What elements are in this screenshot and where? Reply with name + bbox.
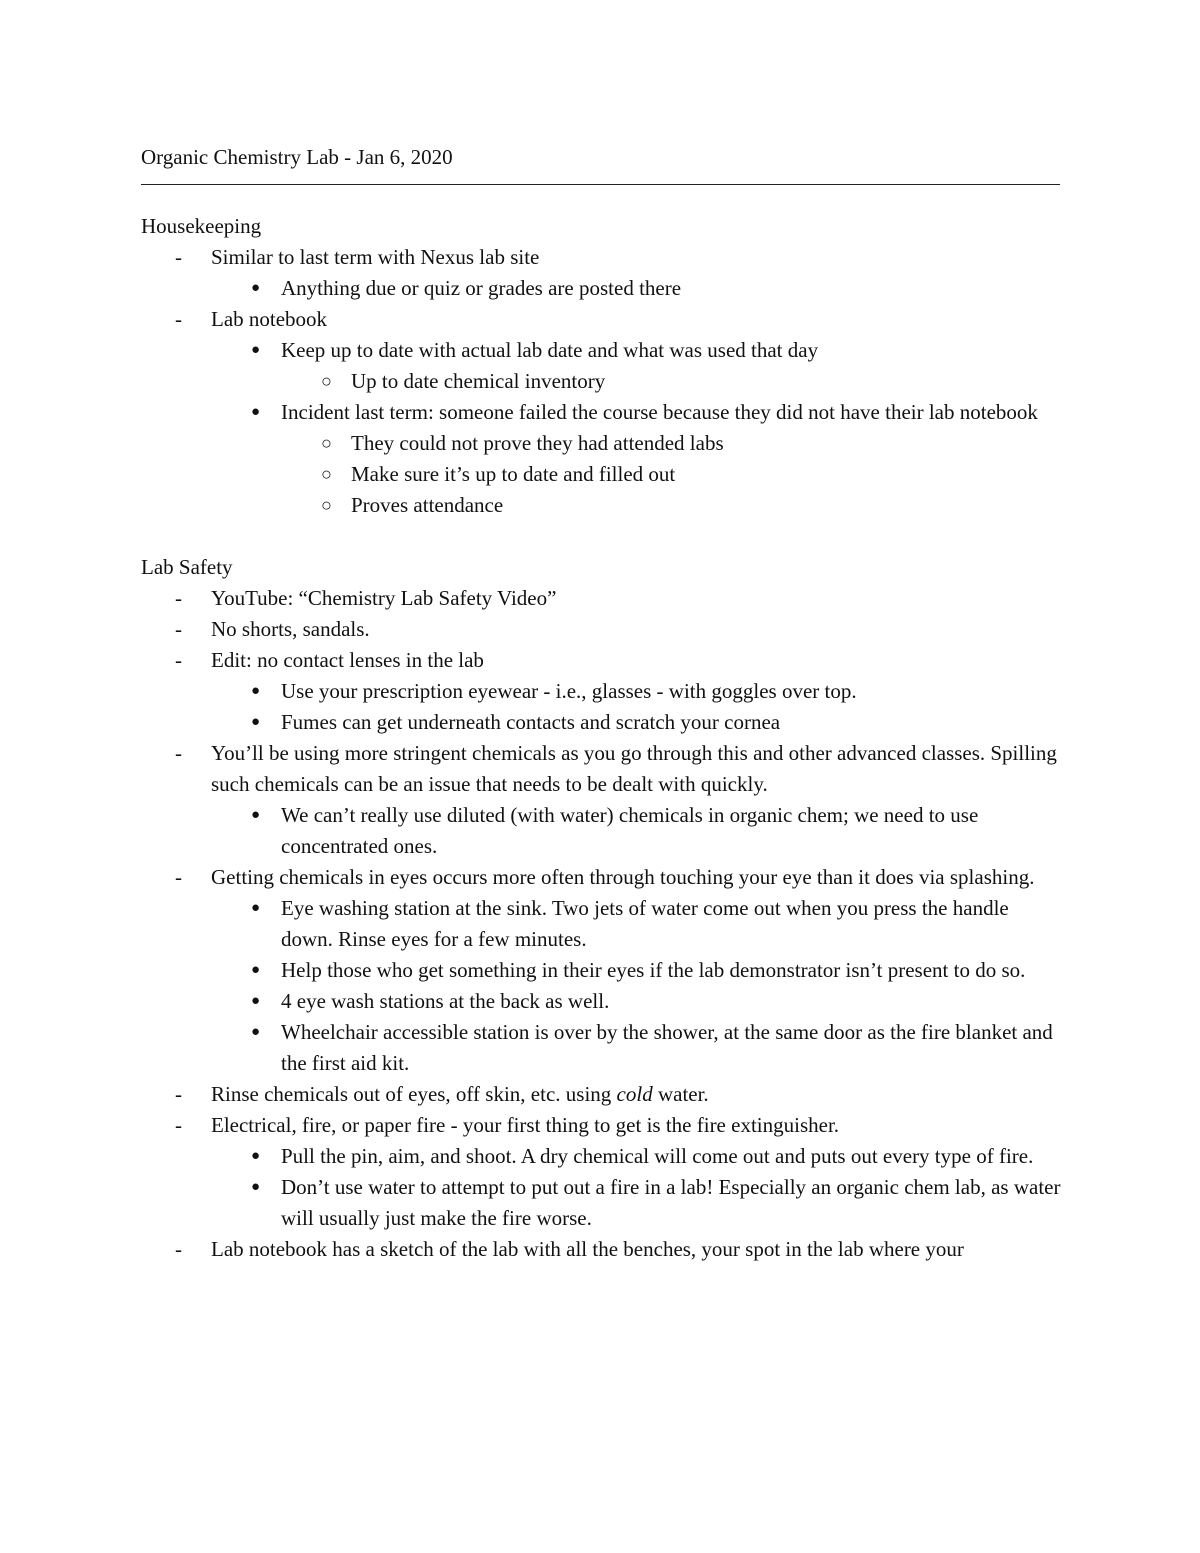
dash-marker: - <box>175 1113 182 1137</box>
list-item <box>281 366 1061 397</box>
list-item-text: Electrical, fire, or paper fire - your first thing to get is the fire extinguisher. <box>211 1113 840 1137</box>
list-item <box>141 583 1061 614</box>
dash-marker: - <box>175 1082 182 1106</box>
list-item-text: Lab notebook <box>211 307 328 331</box>
list-item <box>141 862 1061 1079</box>
dash-marker: - <box>175 1237 182 1261</box>
bullet-marker: ● <box>251 962 261 978</box>
list-item <box>211 676 1061 707</box>
bullet-list <box>141 242 1061 521</box>
list-item-text: YouTube: “Chemistry Lab Safety Video” <box>211 586 557 610</box>
bullet-marker: ● <box>251 993 261 1009</box>
list-item <box>141 1110 1061 1234</box>
dash-marker: - <box>175 617 182 641</box>
bullet-marker: ● <box>251 1024 261 1040</box>
title-divider <box>141 184 1060 185</box>
list-item-text: Help those who get something in their eyes if the lab demonstrator isn’t present to do so. <box>281 958 1026 982</box>
list-item <box>141 738 1061 862</box>
list-item <box>211 1141 1061 1172</box>
bullet-marker: ● <box>251 1179 261 1195</box>
dash-marker: - <box>175 245 182 269</box>
section-heading: Housekeeping <box>141 214 262 238</box>
list-item-text: Up to date chemical inventory <box>351 369 606 393</box>
list-item <box>211 707 1061 738</box>
list-item-text: You’ll be using more stringent chemicals as you go through this and other advanced classes. Spilling such chemicals can be an issue that needs to be dealt with quickly. <box>211 741 1057 796</box>
list-item-text: Incident last term: someone failed the course because they did not have their lab notebook <box>281 400 1038 424</box>
bullet-marker: ● <box>251 404 261 420</box>
dash-marker: - <box>175 648 182 672</box>
list-item <box>211 986 1061 1017</box>
list-item-text: Keep up to date with actual lab date and what was used that day <box>281 338 819 362</box>
bullet-marker: ● <box>251 280 261 296</box>
list-item-text-emphasis: cold <box>616 1082 653 1106</box>
list-item <box>141 614 1061 645</box>
list-item <box>141 1234 1061 1265</box>
list-item <box>211 397 1061 521</box>
list-item-text: Fumes can get underneath contacts and scratch your cornea <box>281 710 781 734</box>
section-housekeeping <box>141 211 1061 521</box>
list-item <box>141 1079 1061 1110</box>
list-item <box>211 893 1061 955</box>
circle-marker: ○ <box>321 464 332 484</box>
list-item <box>141 242 1061 304</box>
bullet-marker: ● <box>251 900 261 916</box>
list-item <box>211 1172 1061 1234</box>
list-item-text: Anything due or quiz or grades are posted there <box>281 276 682 300</box>
bullet-marker: ● <box>251 1148 261 1164</box>
list-item <box>141 645 1061 738</box>
list-item-text: Proves attendance <box>351 493 504 517</box>
bullet-marker: ● <box>251 807 261 823</box>
bullet-marker: ● <box>251 714 261 730</box>
list-item <box>141 304 1061 521</box>
list-item <box>211 800 1061 862</box>
list-item-text: 4 eye wash stations at the back as well. <box>281 989 610 1013</box>
bullet-list <box>141 583 1061 1265</box>
list-item-text: Edit: no contact lenses in the lab <box>211 648 484 672</box>
list-item <box>281 459 1061 490</box>
bullet-marker: ● <box>251 683 261 699</box>
dash-marker: - <box>175 741 182 765</box>
list-item-text: They could not prove they had attended labs <box>351 431 724 455</box>
dash-marker: - <box>175 586 182 610</box>
circle-marker: ○ <box>321 433 332 453</box>
list-item <box>211 1017 1061 1079</box>
list-item-text: Don’t use water to attempt to put out a fire in a lab! Especially an organic chem lab, as water will usually just make the fire worse. <box>281 1175 1061 1230</box>
section-lab-safety <box>141 552 1061 1265</box>
section-spacer <box>141 521 1061 552</box>
bullet-marker: ● <box>251 342 261 358</box>
list-item-text: Pull the pin, aim, and shoot. A dry chemical will come out and puts out every type of fire. <box>281 1144 1034 1168</box>
dash-marker: - <box>175 865 182 889</box>
list-item-text: We can’t really use diluted (with water) chemicals in organic chem; we need to use concentrated ones. <box>281 803 979 858</box>
list-item <box>211 955 1061 986</box>
list-item <box>281 490 1061 521</box>
list-item-text: Eye washing station at the sink. Two jets of water come out when you press the handle down. Rinse eyes for a few minutes. <box>281 896 1009 951</box>
document-page <box>141 140 1061 1265</box>
list-item-text: Make sure it’s up to date and filled out <box>351 462 676 486</box>
page-title: Organic Chemistry Lab - Jan 6, 2020 <box>141 145 453 169</box>
list-item-text: Getting chemicals in eyes occurs more often through touching your eye than it does via splashing. <box>211 865 1035 889</box>
list-item <box>211 335 1061 397</box>
section-heading: Lab Safety <box>141 555 233 579</box>
list-item <box>281 428 1061 459</box>
list-item-text: Wheelchair accessible station is over by the shower, at the same door as the fire blanket and the first aid kit. <box>281 1020 1053 1075</box>
list-item-text: Similar to last term with Nexus lab site <box>211 245 540 269</box>
list-item-text: Lab notebook has a sketch of the lab with all the benches, your spot in the lab where your <box>211 1237 964 1261</box>
circle-marker: ○ <box>321 495 332 515</box>
dash-marker: - <box>175 307 182 331</box>
list-item-text: Use your prescription eyewear - i.e., glasses - with goggles over top. <box>281 679 857 703</box>
list-item-text: No shorts, sandals. <box>211 617 370 641</box>
list-item <box>211 273 1061 304</box>
list-item-text-before: Rinse chemicals out of eyes, off skin, etc. using <box>211 1082 617 1106</box>
list-item-text-after: water. <box>652 1082 709 1106</box>
circle-marker: ○ <box>321 371 332 391</box>
